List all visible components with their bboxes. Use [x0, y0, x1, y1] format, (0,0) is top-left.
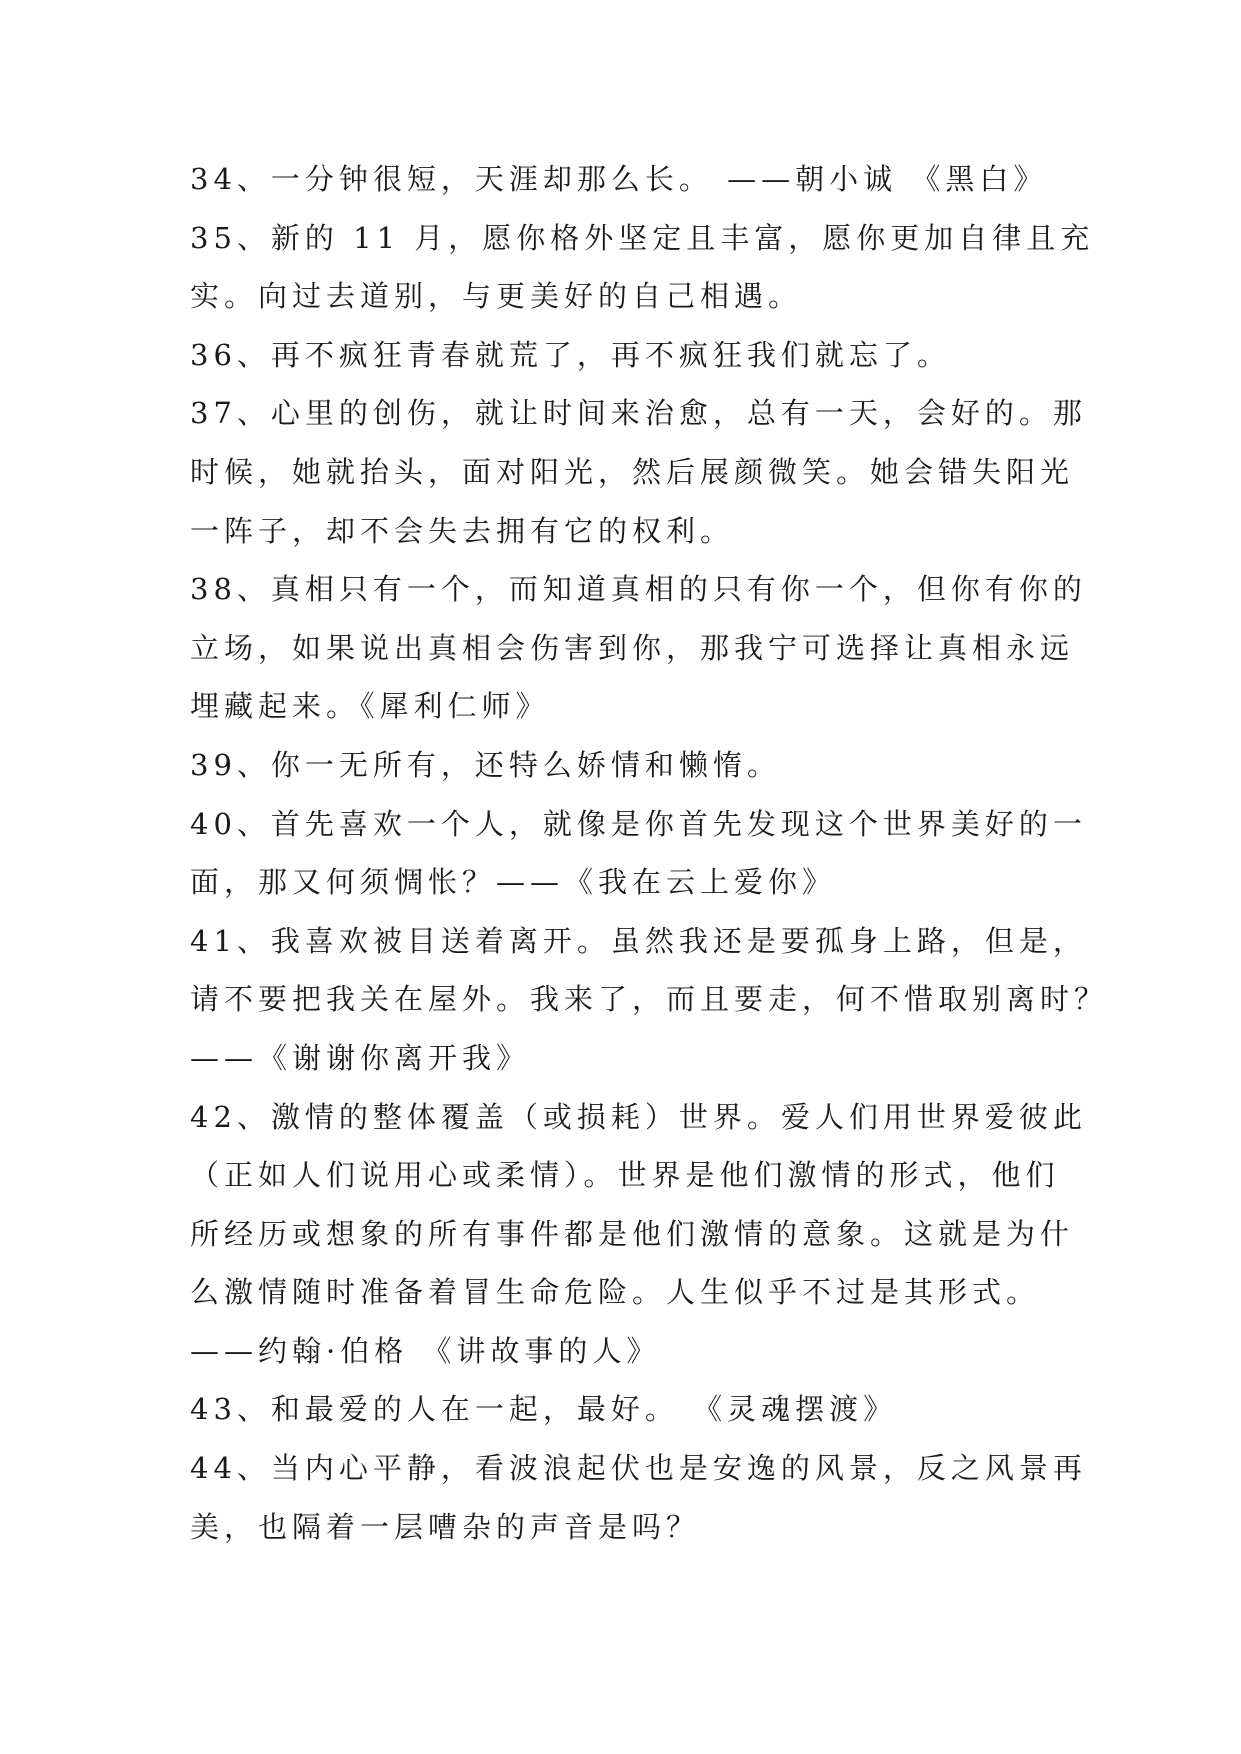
document-page: [190, 150, 1109, 1556]
text-line-14: 41、我喜欢被目送着离开。虽然我还是要孤身上路，但是，: [190, 923, 1087, 958]
text-line-7: 一阵子，却不会失去拥有它的权利。: [190, 513, 735, 548]
text-line-10: 埋藏起来。《犀利仁师》: [190, 689, 550, 724]
text-line-3: 实。向过去道别，与更美好的自己相遇。: [190, 279, 803, 314]
text-line-2: 35、新的 11 月，愿你格外坚定且丰富，愿你更加自律且充: [190, 220, 1095, 255]
text-line-16: ——《谢谢你离开我》: [190, 1040, 531, 1075]
text-line-11: 39、你一无所有，还特么娇情和懒惰。: [190, 747, 781, 782]
text-line-21: ——约翰·伯格 《讲故事的人》: [190, 1333, 661, 1368]
text-line-5: 37、心里的创伤，就让时间来治愈，总有一天，会好的。那: [190, 396, 1087, 431]
text-line-6: 时候，她就抬头，面对阳光，然后展颜微笑。她会错失阳光: [190, 454, 1075, 489]
text-line-9: 立场，如果说出真相会伤害到你，那我宁可选择让真相永远: [190, 630, 1075, 665]
text-line-23: 44、当内心平静，看波浪起伏也是安逸的风景，反之风景再: [190, 1451, 1087, 1486]
text-line-24: 美，也隔着一层嘈杂的声音是吗？: [190, 1509, 701, 1544]
text-line-12: 40、首先喜欢一个人，就像是你首先发现这个世界美好的一: [190, 806, 1087, 841]
text-line-13: 面，那又何须惆怅？——《我在云上爱你》: [190, 865, 837, 900]
text-line-18: （正如人们说用心或柔情）。世界是他们激情的形式，他们: [190, 1158, 1060, 1193]
text-line-4: 36、再不疯狂青春就荒了，再不疯狂我们就忘了。: [190, 337, 951, 372]
text-line-19: 所经历或想象的所有事件都是他们激情的意象。这就是为什: [190, 1216, 1075, 1251]
text-line-17: 42、激情的整体覆盖（或损耗）世界。爱人们用世界爱彼此: [190, 1099, 1087, 1134]
text-line-22: 43、和最爱的人在一起，最好。 《灵魂摆渡》: [190, 1392, 898, 1427]
text-line-8: 38、真相只有一个，而知道真相的只有你一个，但你有你的: [190, 572, 1087, 607]
text-line-1: 34、一分钟很短，天涯却那么长。 ——朝小诚 《黑白》: [190, 162, 1048, 196]
text-line-20: 么激情随时准备着冒生命危险。人生似乎不过是其形式。: [190, 1275, 1041, 1310]
text-line-15: 请不要把我关在屋外。我来了，而且要走，何不惜取别离时？: [190, 982, 1109, 1017]
